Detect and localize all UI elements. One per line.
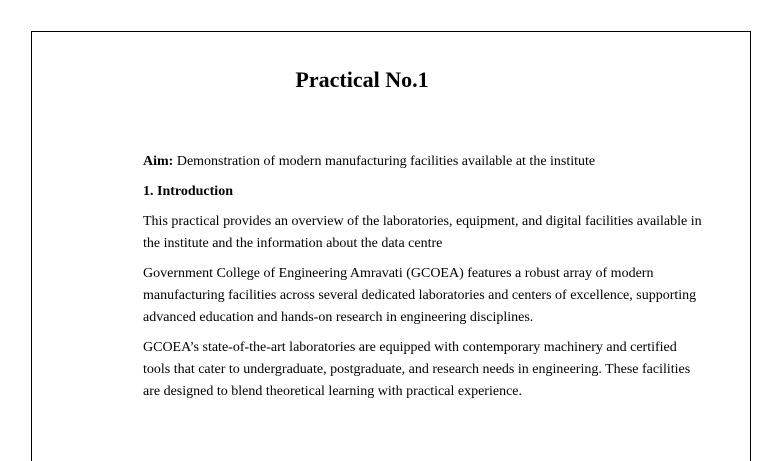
section-heading-introduction: 1. Introduction <box>143 184 233 199</box>
paragraph-2: Government College of Engineering Amravati (GCOEA) features a robust array of modern manufacturing facilities across several dedicated laboratories and centers of excellence, supporting advanced education and hands-on research in engineering disciplines. <box>143 266 697 325</box>
paragraph-3: GCOEA’s state-of-the-art laboratories are equipped with contemporary machinery and certified tools that cater to undergraduate, postgraduate, and research needs in engineering. These facilities are designed to blend theoretical learning with practical experience. <box>143 340 691 399</box>
document-body <box>143 151 703 411</box>
paragraph-1: This practical provides an overview of the laboratories, equipment, and digital facilities available in the institute and the information about the data centre <box>143 214 702 251</box>
aim-line <box>143 151 703 173</box>
page-title: Practical No.1 <box>295 67 429 92</box>
document-page <box>31 31 751 461</box>
aim-label: Aim: <box>143 154 174 169</box>
aim-text: Demonstration of modern manufacturing facilities available at the institute <box>173 154 596 169</box>
